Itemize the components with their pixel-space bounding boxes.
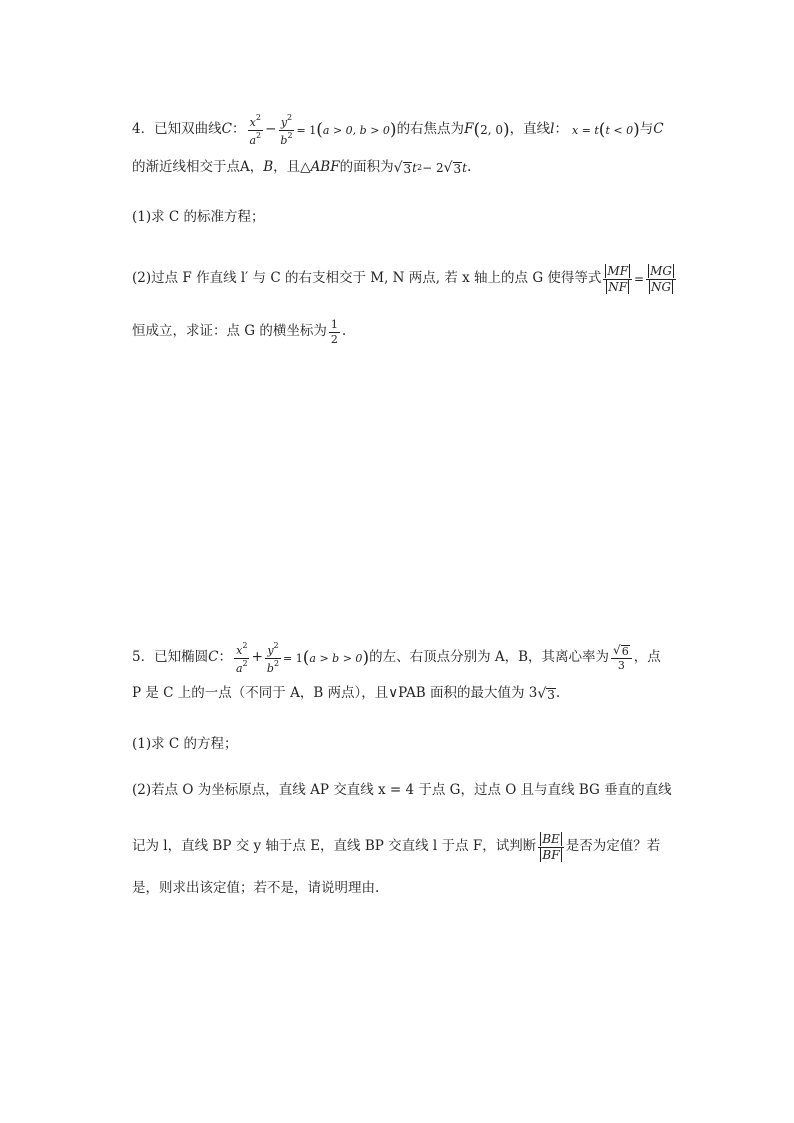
p4-stem-line2: 的渐近线相交于点A， B ，且△ ABF 的面积为 √ 3 t 2 − 2 √ 3 t . (132, 159, 472, 176)
p4-intro-text: 4．已知双曲线 (132, 121, 222, 138)
p4-frac-mf-nf: $\frac{MF}{NF}$ (603, 265, 632, 293)
p4-part2-line2 (132, 319, 346, 345)
p4-part2-text2: 恒成立，求证：点 G 的横坐标为 (132, 323, 327, 340)
p4-asymptote-text: 的渐近线相交于点A， (132, 159, 264, 176)
p4-frac-x: $\frac{x^2}{a^2}$ (249, 113, 262, 147)
p4-condition: a > 0, b > 0 (322, 123, 390, 137)
p4-curve-label2: C (653, 121, 664, 138)
p5-frac-y: $\frac{y^2}{b^2}$ (266, 641, 280, 675)
p4-part1 (132, 211, 265, 225)
p4-equals: = (634, 272, 645, 287)
p4-part2-end: . (341, 323, 347, 340)
p4-minus: − (265, 121, 277, 138)
p5-stem-line2 (132, 687, 560, 701)
p5-vertex-text: 的左、右顶点分别为 A，B，其离心率为 (369, 649, 610, 666)
p5-period: . (555, 685, 561, 702)
p5-part2-text2: 记为 l，直线 BP 交 y 轴于点 E，直线 BP 交直线 l 于点 F，试判断 (132, 838, 537, 855)
p4-part1-text: (1)求 C 的标准方程； (132, 209, 265, 225)
p5-part1 (132, 738, 238, 752)
p4-eq-one: = 1 (296, 123, 317, 137)
p4-frac-y: $\frac{y^2}{b^2}$ (280, 113, 293, 147)
p4-frac-mg-ng: $\frac{MG}{NG}$ (646, 265, 676, 293)
p4-focus-coords: 2, 0 (480, 123, 503, 138)
p5-colon: ： (218, 649, 232, 666)
p4-line-cond: t < 0 (605, 123, 634, 137)
p5-curve-label: C (208, 649, 219, 666)
p5-plus: + (251, 649, 263, 666)
p5-point-text: ，点 (633, 649, 661, 666)
p4-curve-label: C (221, 121, 232, 138)
p4-colon: ： (231, 121, 246, 138)
p5-part2-line2 (132, 833, 660, 861)
p4-area-t: t (412, 161, 417, 175)
p4-area-t2: t (462, 161, 467, 175)
p4-sqrt3-a: √ 3 (393, 160, 412, 176)
p5-frac-x: $\frac{x^2}{a^2}$ (235, 641, 248, 675)
p5-eq-one: = 1 (283, 651, 303, 665)
p5-frac-be-bf: $\frac{BE}{BF}$ (538, 833, 564, 861)
p5-intro-text: 5．已知椭圆 (132, 649, 209, 666)
p4-line-label: l (550, 121, 555, 138)
p5-area-text: P 是 C 上的一点（不同于 A，B 两点），且∨PAB 面积的最大值为 3 (132, 685, 538, 702)
p4-line-text: ，直线 (509, 121, 551, 138)
p4-triangle-text: ，且△ (273, 159, 311, 176)
p5-part1-text: (1)求 C 的方程； (132, 736, 238, 752)
p4-part2-line1 (132, 265, 678, 293)
p4-frac-half: $\frac{1}{2}$ (330, 318, 338, 346)
p5-part2-text: (2)若点 O 为坐标原点，直线 AP 交直线 x = 4 于点 G，过点 O 且与直线 BG 垂直的直线 (132, 782, 672, 798)
p5-sqrt3: √ 3 (537, 686, 555, 702)
p5-part2-line1 (132, 784, 672, 798)
p5-stem-line1: 5．已知椭圆 C ： $\frac{x^2}{a^2}$ + $\frac{y^2}{b^2}$ = 1 ( a > b > 0 ) 的左、右顶点分别为 A，B，其离心率为 √ 6 3 ，点 (132, 641, 661, 675)
p4-point-b: B (263, 159, 274, 176)
p4-sqrt3-b: √ 3 (443, 160, 462, 176)
p4-line-eq: x = t (571, 123, 599, 137)
p4-colon2: ： (554, 121, 568, 138)
p4-triangle-label: ABF (310, 159, 340, 176)
p5-part2-text3: 是否为定值？若 (565, 838, 661, 855)
p5-eccentricity: √ 6 3 (611, 644, 632, 671)
p4-part2-text: (2)过点 F 作直线 l′ 与 C 的右支相交于 M, N 两点, 若 x 轴上的点 G 使得等式 (132, 270, 602, 287)
p4-and-text: 与 (639, 121, 654, 138)
p4-area-minus: − 2 (422, 161, 444, 175)
p5-condition: a > b > 0 (309, 651, 363, 665)
p4-area-text: 的面积为 (339, 159, 394, 176)
p5-part2-line3 (132, 882, 379, 896)
p5-part2-text4: 是，则求出该定值；若不是，请说明理由. (132, 880, 380, 896)
p4-period: . (467, 159, 472, 176)
p4-focus-label: F (464, 121, 474, 138)
p4-stem-line1: 4．已知双曲线 C ： $\frac{x^2}{a^2}$ − $\frac{y^2}{b^2}$ = 1 ( a > 0, b > 0 ) 的右焦点为 F ( 2, 0 ) ，直线 l ： x = t ( t < 0 ) 与 C (132, 113, 664, 147)
p4-focus-text: 的右焦点为 (396, 121, 465, 138)
